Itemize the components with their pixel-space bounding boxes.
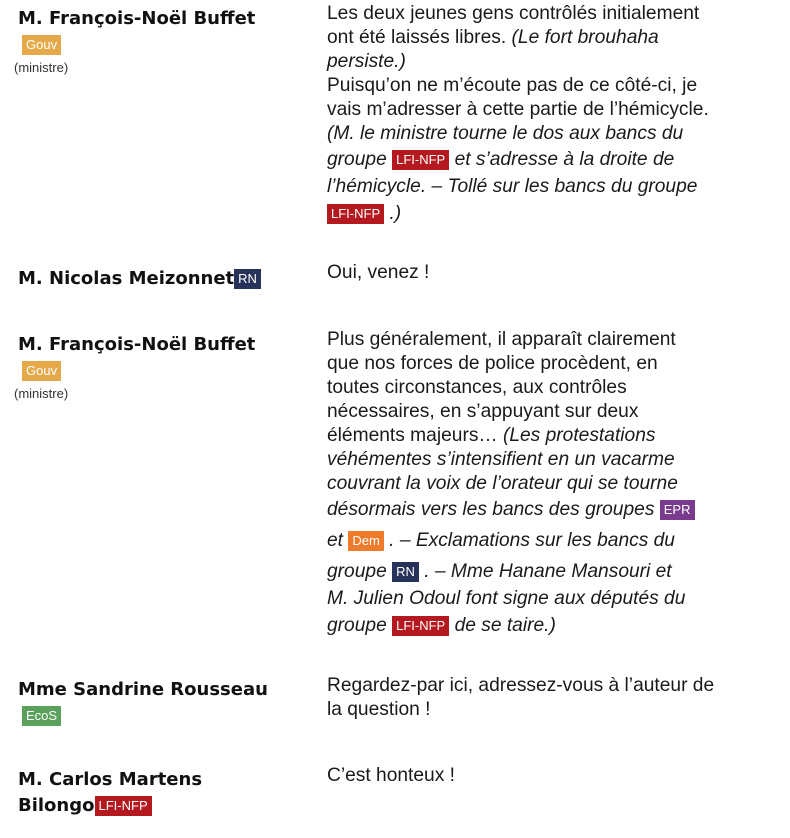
speech-line: la question ! (327, 699, 431, 720)
stage-direction: de se taire.) (454, 615, 556, 636)
stage-direction: .) (389, 203, 402, 224)
group-badge[interactable]: Dem (348, 531, 383, 551)
stage-direction: persiste.) (327, 51, 406, 72)
speaker-block (14, 6, 308, 77)
speech-line (327, 26, 777, 50)
speaker-name[interactable]: M. Nicolas Meizonnet (18, 268, 235, 289)
speech-fragment: éléments majeurs… (327, 425, 503, 446)
group-badge[interactable]: Gouv (22, 35, 61, 55)
speech-line: Plus généralement, il apparaît clairement (327, 329, 676, 350)
stage-direction: groupe (327, 561, 387, 582)
stage-direction: l’hémicycle. – Tollé sur les bancs du groupe (327, 176, 698, 197)
stage-direction: . – Mme Hanane Mansouri et (424, 561, 672, 582)
speech-line: Puisqu’on ne m’écoute pas de ce côté-ci, je (327, 75, 698, 96)
stage-direction: . – Exclamations sur les bancs du (389, 530, 675, 551)
speech-text (327, 328, 777, 639)
group-badge[interactable]: LFI-NFP (392, 616, 449, 636)
speech-text (327, 764, 777, 788)
speech-line: C’est honteux ! (327, 765, 455, 786)
speaker-name[interactable]: Bilongo (18, 795, 95, 816)
stage-direction: (Les protestations (502, 425, 656, 446)
stage-direction-line (327, 527, 777, 554)
stage-direction-line (327, 558, 777, 585)
speaker-role: (ministre) (14, 60, 69, 75)
speech-fragment: ont été laissés libres. (327, 27, 512, 48)
group-badge[interactable]: RN (392, 562, 419, 582)
group-badge[interactable]: LFI-NFP (392, 150, 449, 170)
stage-direction: désormais vers les bancs des groupes (327, 499, 655, 520)
speech-line: que nos forces de police procèdent, en (327, 353, 658, 374)
stage-direction: groupe (327, 149, 387, 170)
stage-direction-line (327, 612, 777, 639)
speech-line: toutes circonstances, aux contrôles (327, 377, 627, 398)
stage-direction: et (327, 530, 344, 551)
stage-direction: M. Julien Odoul font signe aux députés du (327, 588, 686, 609)
group-badge[interactable]: EcoS (22, 706, 61, 726)
speaker-block (18, 677, 308, 730)
speaker-name[interactable]: M. François-Noël Buffet (18, 334, 256, 355)
speech-text (327, 261, 777, 285)
speaker-name[interactable]: Mme Sandrine Rousseau (18, 679, 268, 700)
speaker-block (18, 767, 308, 819)
speech-text (327, 2, 777, 227)
speaker-block (18, 266, 308, 292)
group-badge[interactable]: Gouv (22, 361, 61, 381)
speech-line (327, 424, 777, 448)
speech-line: vais m’adresser à cette partie de l’hémicycle. (327, 99, 709, 120)
speaker-name[interactable]: M. Carlos Martens (18, 769, 203, 790)
stage-direction-line (327, 200, 777, 227)
stage-direction-line (327, 496, 777, 523)
group-badge[interactable]: EPR (660, 500, 695, 520)
stage-direction: véhémentes s’intensifient en un vacarme (327, 449, 675, 470)
speaker-name-line (18, 793, 308, 819)
group-badge[interactable]: LFI-NFP (327, 204, 384, 224)
speech-line: Regardez-par ici, adressez-vous à l’auteur de (327, 675, 715, 696)
speech-line: Les deux jeunes gens contrôlés initialement (327, 3, 700, 24)
group-badge[interactable]: RN (234, 269, 261, 289)
stage-direction-line (327, 146, 777, 173)
stage-direction: couvrant la voix de l’orateur qui se tourne (327, 473, 678, 494)
speaker-block (14, 332, 308, 403)
stage-direction: (M. le ministre tourne le dos aux bancs du (327, 123, 684, 144)
speaker-name[interactable]: M. François-Noël Buffet (18, 8, 256, 29)
speech-line: Oui, venez ! (327, 262, 430, 283)
speech-line: nécessaires, en s’appuyant sur deux (327, 401, 639, 422)
speaker-role: (ministre) (14, 386, 69, 401)
speech-text (327, 674, 777, 722)
stage-direction: groupe (327, 615, 387, 636)
group-badge[interactable]: LFI-NFP (95, 796, 152, 816)
stage-direction: et s’adresse à la droite de (454, 149, 675, 170)
stage-direction: (Le fort brouhaha (511, 27, 659, 48)
